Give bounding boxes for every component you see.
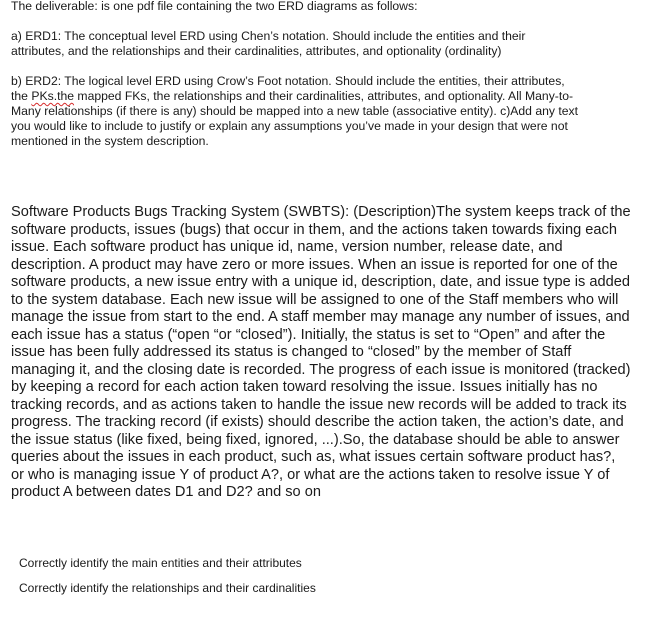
description-line: each issue has a status (“open “or “closed”). Initially, the status is set to “Open” and after the (11, 326, 606, 343)
description-line: to the system database. Each new issue will be assigned to one of the Staff members who will (11, 291, 619, 308)
rubric-item-relationships: Correctly identify the relationships and their cardinalities (19, 581, 316, 595)
erd1-paragraph (11, 29, 629, 59)
erd2-line-1: b) ERD2: The logical level ERD using Crow’s Foot notation. Should include the entities, their attributes, (11, 74, 565, 88)
erd1-line-2: attributes, and the relationships and their cardinalities, attributes, and optionality (ordinality) (11, 44, 502, 58)
rubric-item-entities: Correctly identify the main entities and their attributes (19, 556, 302, 570)
description-line: the issue status (like fixed, being fixed, ignored, ...).So, the database should be able to answer (11, 431, 620, 448)
description-line: progress. The tracking record (if exists) should describe the action taken, the action’s date, and (11, 414, 624, 430)
erd2-line-2-prefix: the (11, 89, 32, 103)
description-line: or who is managing issue Y of product A?, or what are the actions taken to resolve issue Y of (11, 466, 610, 483)
description-line: Software Products Bugs Tracking System (SWBTS): (Description)The system keeps track of the (11, 204, 631, 220)
erd2-line-2 (11, 89, 629, 104)
deliverable-intro (11, 0, 629, 14)
erd2-paragraph (11, 74, 629, 149)
spellcheck-flagged-word: PKs.the (31, 89, 75, 103)
description-line: queries about the issues in each product, such as, what issues certain software product has?, (11, 449, 616, 465)
description-line: manage the issue from start to the end. A staff member may manage any number of issues, and (11, 309, 630, 325)
description-line: product A between dates D1 and D2? and so on (11, 484, 321, 500)
erd2-line-4: you would like to include to justify or explain any assumptions you’ve made in your design that were not (11, 119, 568, 133)
description-line: description. A product may have zero or more issues. When an issue is reported for one of the (11, 256, 618, 273)
description-line: issue. Each software product has unique id, name, version number, release date, and (11, 239, 563, 255)
description-line: issue has been fully addressed its status is changed to “closed” by the member of Staff (11, 344, 572, 360)
erd2-line-3: Many relationships (if there is any) should be mapped into a new table (associative entity). c)Add any text (11, 104, 579, 118)
description-line: managing it, and the closing date is recorded. The progress of each issue is monitored (tracked) (11, 361, 631, 378)
description-line: software products, issues (bugs) that occur in them, and the actions taken towards fixing each (11, 221, 617, 238)
deliverable-intro-line: The deliverable: is one pdf file containing the two ERD diagrams as follows: (11, 0, 418, 13)
erd1-line-1: a) ERD1: The conceptual level ERD using Chen’s notation. Should include the entities and their (11, 29, 526, 43)
system-description (11, 204, 629, 502)
erd2-line-5: mentioned in the system description. (11, 134, 209, 148)
description-line: software products, a new issue entry with a unique id, description, date, and issue type is added (11, 274, 630, 290)
description-line: tracking records, and as actions taken to handle the issue new records will be added to track its (11, 396, 627, 413)
erd2-line-2-suffix: mapped FKs, the relationships and their cardinalities, attributes, and optionality. All Many-to- (74, 89, 574, 103)
description-line: by keeping a record for each action taken toward resolving the issue. Issues initially has no (11, 379, 598, 395)
